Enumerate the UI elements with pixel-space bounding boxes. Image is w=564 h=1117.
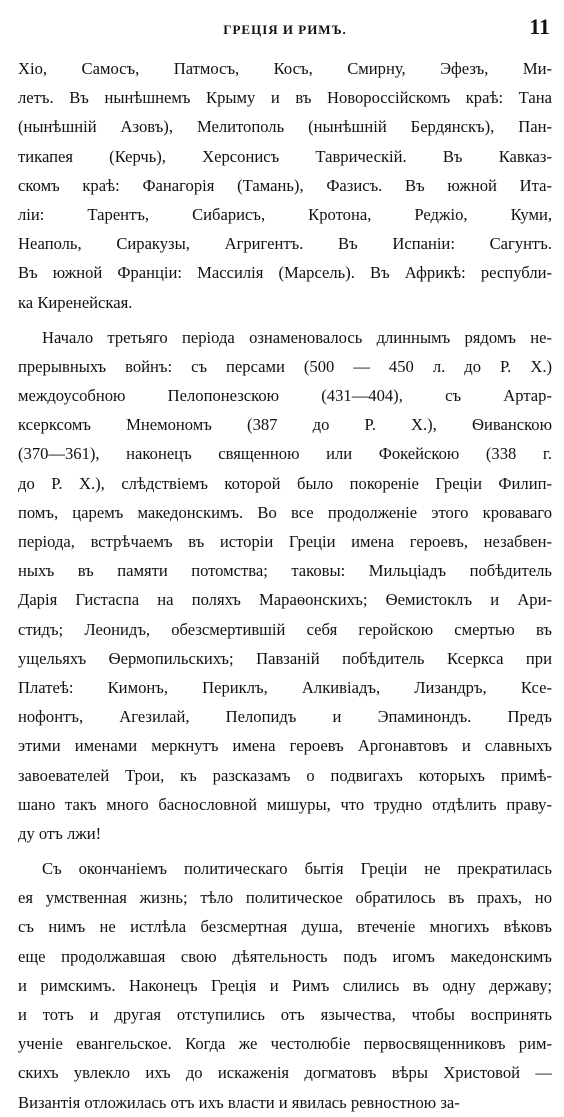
text-line: помъ, царемъ македонскимъ. Во все продолженіе этого кроваваго bbox=[18, 502, 552, 522]
text-line: Платеѣ: Кимонъ, Периклъ, Алкивіадъ, Лизандръ, Ксе- bbox=[18, 677, 552, 697]
body-text bbox=[18, 54, 552, 1117]
text-line: (нынѣшній Азовъ), Мелитополь (нынѣшній Бердянскъ), Пан- bbox=[18, 117, 552, 137]
text-line: этими именами меркнутъ имена героевъ Аргонавтовъ и славныхъ bbox=[18, 736, 552, 756]
text-line: еще продолжавшая свою дѣятельность подъ игомъ македонскимъ bbox=[18, 946, 552, 966]
text-line: (370—361), наконецъ священною или Фокейскою (338 г. bbox=[18, 444, 552, 464]
text-line: Неаполь, Сиракузы, Агригентъ. Въ Испаніи: Сагунтъ. bbox=[18, 234, 552, 254]
text-line: ка Киренейская. bbox=[18, 292, 133, 312]
text-line: летъ. Въ нынѣшнемъ Крыму и въ Новороссійскомъ краѣ: Тана bbox=[18, 88, 552, 108]
text-line: ду отъ лжи! bbox=[18, 823, 102, 843]
text-line: скихъ увлекло ихъ до искаженія догматовъ вѣры Христовой — bbox=[18, 1063, 552, 1083]
text-line: ліи: Тарентъ, Сибарисъ, Кротона, Реджіо, Куми, bbox=[18, 204, 552, 224]
text-line: ущельяхъ Ѳермопильскихъ; Павзаній побѣдитель Ксеркса при bbox=[18, 648, 552, 668]
running-head: ГРЕЦІЯ И РИМЪ. bbox=[223, 22, 347, 37]
text-line: завоевателей Трои, къ разсказамъ о подвигахъ которыхъ примѣ- bbox=[18, 765, 552, 785]
text-line: Въ южной Франціи: Массилія (Марсель). Въ Африкѣ: республи- bbox=[18, 263, 552, 283]
text-line: ныхъ въ памяти потомства; таковы: Мильціадъ побѣдитель bbox=[18, 561, 552, 581]
text-line: Хіо, Самосъ, Патмосъ, Косъ, Смирну, Эфезъ, Ми- bbox=[18, 59, 552, 78]
text-line: Начало третьяго періода ознаменовалось длиннымъ рядомъ не- bbox=[42, 327, 552, 347]
text-line: ея умственная жизнь; тѣло политическое обратилось въ прахъ, но bbox=[18, 888, 552, 908]
text-line: Дарія Гистаспа на поляхъ Мараѳонскихъ; Ѳемистоклъ и Ари- bbox=[18, 590, 552, 610]
text-line: шано такъ много баснословной мишуры, что трудно отдѣлить праву- bbox=[18, 794, 552, 814]
text-line: и тотъ и другая отступились отъ язычества, чтобы воспринять bbox=[18, 1005, 552, 1024]
text-line: стидъ; Леонидъ, обезсмертившій себя геройскою смертью въ bbox=[18, 619, 552, 639]
page-header bbox=[18, 10, 552, 40]
text-line: ученіе евангельское. Когда же честолюбіе первосвященниковъ рим- bbox=[18, 1034, 552, 1054]
text-line: тикапея (Керчь), Херсонисъ Таврическій. Въ Кавказ- bbox=[18, 146, 552, 166]
text-line: междоусобною Пелопонезскою (431—404), съ Артар- bbox=[18, 386, 552, 406]
text-line: и римскимъ. Наконецъ Греція и Римъ слились въ одну державу; bbox=[18, 975, 552, 995]
paragraph bbox=[18, 54, 552, 317]
text-line: періода, встрѣчаемъ въ исторіи Греціи имена героевъ, незабвен- bbox=[18, 532, 552, 551]
text-line: съ нимъ не истлѣла безсмертная душа, втеченіе многихъ вѣковъ bbox=[18, 917, 552, 937]
text-line: скомъ краѣ: Фанагорія (Тамань), Фазисъ. Въ южной Ита- bbox=[18, 175, 552, 195]
text-line: прерывныхъ войнъ: съ персами (500 — 450 л. до Р. Х.) bbox=[18, 356, 552, 376]
text-line: Византія отложилась отъ ихъ власти и явилась ревностною за- bbox=[18, 1092, 460, 1112]
paragraph bbox=[18, 854, 552, 1117]
text-line: Съ окончаніемъ политическаго бытія Греціи не прекратилась bbox=[42, 859, 552, 879]
paragraph bbox=[18, 323, 552, 848]
text-line: до Р. Х.), слѣдствіемъ которой было покореніе Греціи Филип- bbox=[18, 473, 552, 493]
text-line: нофонтъ, Агезилай, Пелопидъ и Эпаминондъ. Предъ bbox=[18, 707, 552, 727]
text-line: ксерксомъ Мнемономъ (387 до Р. Х.), Ѳиванскою bbox=[18, 415, 552, 435]
page-number: 11 bbox=[529, 14, 550, 39]
